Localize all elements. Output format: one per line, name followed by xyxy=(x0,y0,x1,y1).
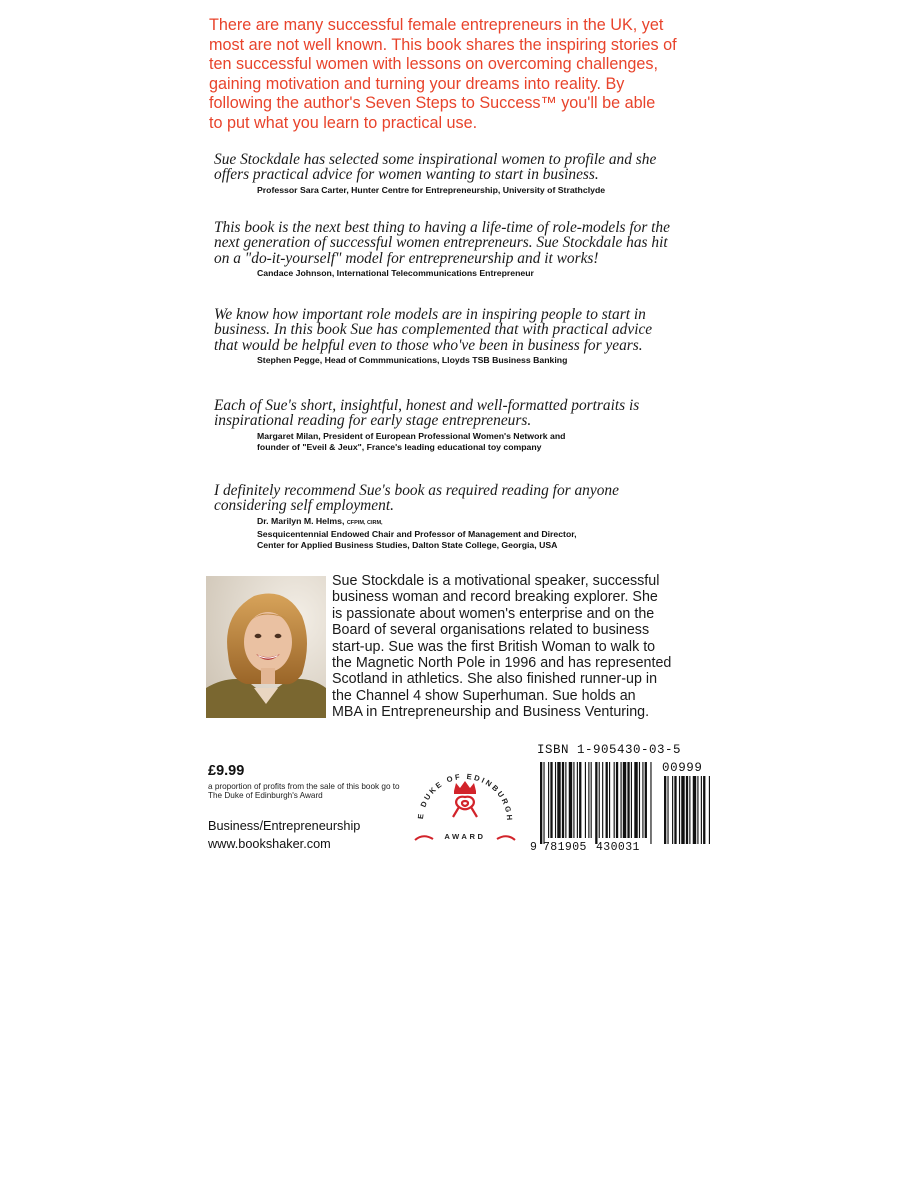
quote-line: that would be helpful even to those who've been in business for years. xyxy=(214,336,643,354)
bio-line: business woman and record breaking explorer. She xyxy=(332,589,658,606)
barcode-bar xyxy=(679,776,680,844)
testimonial-3 xyxy=(214,307,734,366)
crown-knot-emblem-icon xyxy=(453,781,477,817)
bio-line: Board of several organisations related to business xyxy=(332,622,650,639)
profit-note: a proportion of profits from the sale of this book go to The Duke of Edinburgh's Award xyxy=(208,782,400,800)
intro-line: following the author's Seven Steps to Success™ you'll be able xyxy=(209,94,656,113)
barcode-bar xyxy=(631,762,632,838)
barcode-bar xyxy=(623,762,626,838)
barcode-bar xyxy=(540,762,542,844)
barcode-bar xyxy=(577,762,578,838)
quote-line: offers practical advice for women wanting to start in business. xyxy=(214,166,599,184)
barcode-bar xyxy=(562,762,564,838)
barcode-bar xyxy=(672,776,673,844)
quote-line: business. In this book Sue has complemented that with practical advice xyxy=(214,321,653,339)
barcode-bar xyxy=(548,762,549,838)
quote-line: This book is the next best thing to having a life-time of role-models for the xyxy=(214,219,670,236)
quote-line: I definitely recommend Sue's book as required reading for anyone xyxy=(214,482,619,499)
barcode-bar xyxy=(634,762,637,838)
barcode-bar xyxy=(667,776,668,844)
barcode-bar xyxy=(543,762,544,844)
barcode-bar xyxy=(703,776,705,844)
barcode-bar xyxy=(599,762,600,838)
barcode-bar xyxy=(627,762,629,838)
barcode-bar xyxy=(674,776,676,844)
barcode-bar xyxy=(595,762,597,844)
bio-line: MBA in Entrepreneurship and Business Venturing. xyxy=(332,704,650,721)
barcode-bar xyxy=(573,762,574,838)
barcode-bar xyxy=(588,762,589,838)
barcode-bar xyxy=(569,762,572,838)
barcode-bar xyxy=(609,762,610,838)
barcode-bar xyxy=(686,776,688,844)
testimonial-2 xyxy=(214,220,734,279)
intro-line: ten successful women with lessons on overcoming challenges, xyxy=(209,55,658,74)
bio-line: start-up. Sue was the first British Woman to walk to xyxy=(332,638,656,655)
barcode-bar xyxy=(579,762,581,838)
bio-line: the Magnetic North Pole in 1996 and has represented xyxy=(332,655,672,672)
quote-line: Each of Sue's short, insightful, honest and well-formatted portraits is xyxy=(214,397,640,414)
barcode-addon-bars xyxy=(664,776,710,844)
bio-line: Sue Stockdale is a motivational speaker, successful xyxy=(332,573,660,589)
duke-of-edinburgh-award-logo xyxy=(409,755,521,847)
barcode-bar xyxy=(709,776,710,844)
category: Business/Entrepreneurship xyxy=(208,819,361,833)
barcode-bar xyxy=(606,762,608,838)
quote-line: We know how important role models are in inspiring people to start in xyxy=(214,306,646,323)
bio-line: is passionate about women's enterprise and on the xyxy=(332,605,655,622)
intro-line: gaining motivation and turning your dreams into reality. By xyxy=(209,74,625,93)
intro-blurb xyxy=(209,16,729,134)
barcode-bar xyxy=(645,762,647,838)
quote-line: next generation of successful women entrepreneurs. Sue Stockdale has hit xyxy=(214,234,668,252)
quote-line: on a "do-it-yourself" model for entrepreneurship and it works! xyxy=(214,249,599,267)
barcode-bar xyxy=(565,762,566,838)
category-and-website xyxy=(208,817,360,853)
barcode-bar xyxy=(664,776,666,844)
barcode-bar xyxy=(693,776,696,844)
quote-line: inspirational reading for early stage entrepreneurs. xyxy=(214,412,532,430)
barcode-bar xyxy=(602,762,603,838)
quote-attribution: Candace Johnson, International Telecommunications Entrepreneur xyxy=(257,267,534,278)
award-arc-text: E DUKE OF EDINBURGH xyxy=(415,771,515,823)
barcode-bar xyxy=(697,776,698,844)
barcode-bar xyxy=(689,776,690,844)
quote-attribution: Stephen Pegge, Head of Commmunications, Lloyds TSB Business Banking xyxy=(257,354,568,365)
barcode-bar xyxy=(642,762,643,838)
author-photo xyxy=(206,576,326,718)
isbn-barcode xyxy=(530,758,722,854)
barcode-bar xyxy=(681,776,684,844)
quote-line: considering self employment. xyxy=(214,497,394,515)
barcode-right-digits: 430031 xyxy=(596,841,640,854)
bio-line: Scotland in athletics. She also finished runner-up in xyxy=(332,671,658,688)
barcode-bar xyxy=(701,776,702,844)
barcode-bars xyxy=(540,762,652,844)
barcode-left-digits: 781905 xyxy=(543,841,587,854)
quote-attribution: Margaret Milan, President of European Professional Women's Network and founder of "Eveil & Jeux", France's leading educational toy company xyxy=(257,430,566,452)
barcode-bar xyxy=(621,762,622,838)
website-link[interactable]: www.bookshaker.com xyxy=(208,837,331,851)
testimonial-1 xyxy=(214,152,734,196)
barcode-bar xyxy=(550,762,552,838)
barcode-bar xyxy=(650,762,651,844)
price-code: 00999 xyxy=(662,761,703,775)
quote-attribution: Professor Sara Carter, Hunter Centre for Entrepreneurship, University of Strathclyde xyxy=(257,184,606,195)
barcode-bar xyxy=(555,762,556,838)
barcode-bar xyxy=(614,762,615,838)
barcode-bar xyxy=(557,762,560,838)
testimonial-4 xyxy=(214,398,734,453)
bio-line: the Channel 4 show Superhuman. Sue holds an xyxy=(332,687,636,704)
award-bottom-text: AWARD xyxy=(444,832,486,841)
barcode-bar xyxy=(639,762,640,838)
price: £9.99 xyxy=(208,763,245,779)
barcode-bar xyxy=(616,762,618,838)
quote-attribution: Dr. Marilyn M. Helms, CFPIM, CIRM, Sesquicentennial Endowed Chair and Professor of Management and Director, Center for Applied Business Studies, Dalton State College, Georgia, USA xyxy=(257,515,577,550)
barcode-bar xyxy=(585,762,586,838)
quote-line: Sue Stockdale has selected some inspirational women to profile and she xyxy=(214,151,657,168)
intro-line: most are not well known. This book shares the inspiring stories of xyxy=(209,35,677,54)
barcode-lead-digit: 9 xyxy=(530,841,537,854)
author-bio xyxy=(332,573,732,721)
barcode-bar xyxy=(591,762,592,838)
intro-line: to put what you learn to practical use. xyxy=(209,113,478,132)
isbn-text: ISBN 1-905430-03-5 xyxy=(537,743,682,757)
intro-line: There are many successful female entrepreneurs in the UK, yet xyxy=(209,16,664,34)
testimonial-5 xyxy=(214,483,734,551)
